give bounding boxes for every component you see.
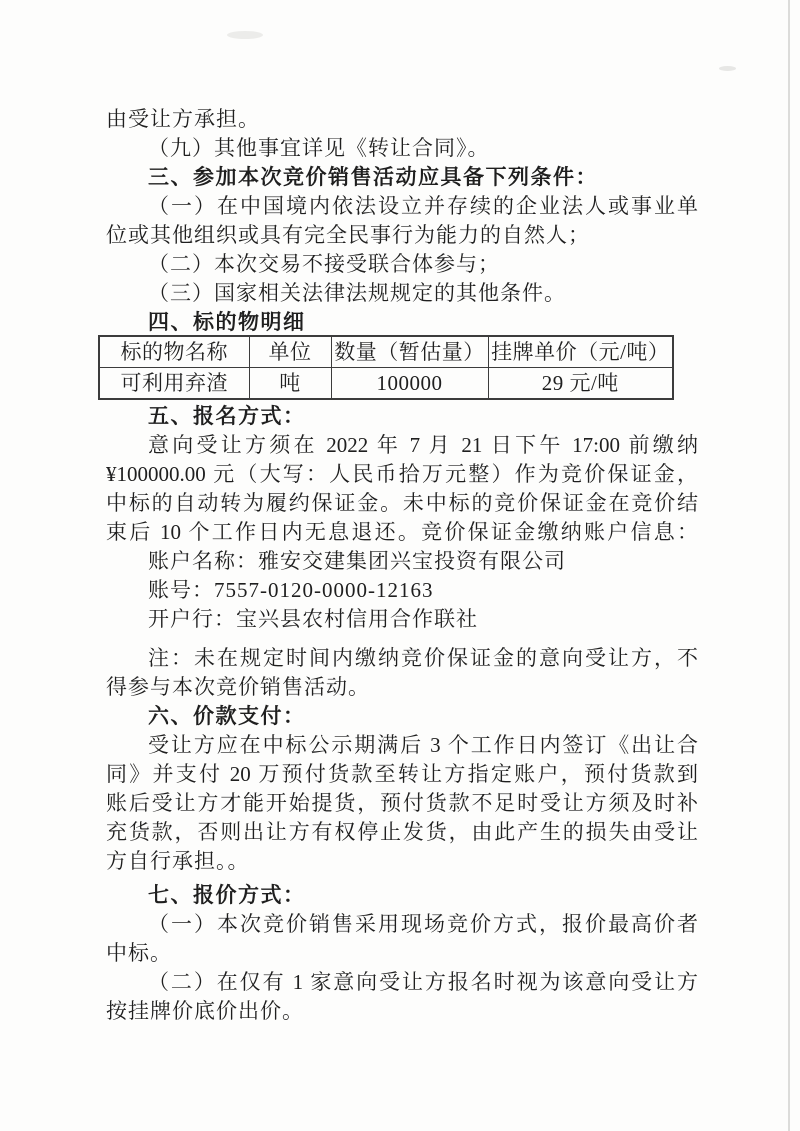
text-line: 账号：7557-0120-0000-12163 (148, 578, 434, 602)
text-line: 中标。 (106, 941, 172, 965)
section-heading-line: 五、报名方式： (148, 405, 306, 428)
table-header-cell: 挂牌单价（元/吨） (488, 336, 673, 368)
scan-smudge (227, 31, 263, 39)
subject-matter-table (98, 335, 674, 400)
text-line: 账后受让方才能开始提货，预付货款不足时受让方须及时补 (106, 791, 698, 815)
scan-smudge (719, 66, 736, 71)
table-data-cell: 可利用弃渣 (99, 368, 249, 400)
text-line: 受让方应在中标公示期满后 3 个工作日内签订《出让合 (148, 733, 698, 757)
text-line: 方自行承担。。 (106, 849, 250, 873)
section-heading-line: 四、标的物明细 (148, 311, 306, 334)
text-line: （一）在中国境内依法设立并存续的企业法人或事业单 (148, 194, 698, 218)
text-line: ¥100000.00 元（大写：人民币拾万元整）作为竞价保证金， (106, 462, 698, 486)
table-header-row (99, 336, 673, 368)
text-line: 位或其他组织或具有完全民事行为能力的自然人； (106, 223, 590, 247)
table-row (99, 368, 673, 400)
text-line: 充货款，否则出让方有权停止发货，由此产生的损失由受让 (106, 820, 698, 844)
text-line: 由受让方承担。 (106, 107, 260, 131)
paragraphs-after-table (106, 402, 698, 1026)
table-data-cell: 100000 (331, 368, 488, 400)
table-header-cell: 标的物名称 (99, 336, 249, 368)
section-heading-line: 七、报价方式： (148, 884, 306, 907)
table-data-cell: 29 元/吨 (488, 368, 673, 400)
section-heading-line: 三、参加本次竞价销售活动应具备下列条件： (148, 166, 598, 189)
text-line: 得参与本次竞价销售活动。 (106, 675, 370, 699)
text-line: 同》并支付 20 万预付货款至转让方指定账户，预付货款到 (106, 762, 698, 786)
table-header-cell: 单位 (249, 336, 331, 368)
text-line: 账户名称：雅安交建集团兴宝投资有限公司 (148, 549, 566, 573)
text-line: 束后 10 个工作日内无息退还。竞价保证金缴纳账户信息： (106, 520, 698, 544)
text-line: 意向受让方须在 2022 年 7 月 21 日下午 17:00 前缴纳 (148, 433, 698, 457)
text-line: （九）其他事宜详见《转让合同》。 (148, 136, 490, 160)
text-line: 开户行：宝兴县农村信用合作联社 (148, 607, 478, 631)
document-body (106, 105, 698, 1026)
paragraphs-before-table (106, 105, 698, 337)
table-data-cell: 吨 (249, 368, 331, 400)
text-line: （二）本次交易不接受联合体参与； (148, 252, 500, 276)
section-heading-line: 六、价款支付： (148, 705, 306, 728)
text-line: （三）国家相关法律法规规定的其他条件。 (148, 281, 566, 305)
text-line: 按挂牌价底价出价。 (106, 999, 304, 1023)
text-line: 中标的自动转为履约保证金。未中标的竞价保证金在竞价结 (106, 491, 698, 515)
scan-edge-line (788, 0, 790, 1131)
table-header-cell: 数量（暂估量） (331, 336, 488, 368)
text-line: （一）本次竞价销售采用现场竞价方式，报价最高价者 (148, 912, 698, 936)
text-line: 注：未在规定时间内缴纳竞价保证金的意向受让方，不 (148, 646, 698, 670)
text-line: （二）在仅有 1 家意向受让方报名时视为该意向受让方 (148, 970, 698, 994)
